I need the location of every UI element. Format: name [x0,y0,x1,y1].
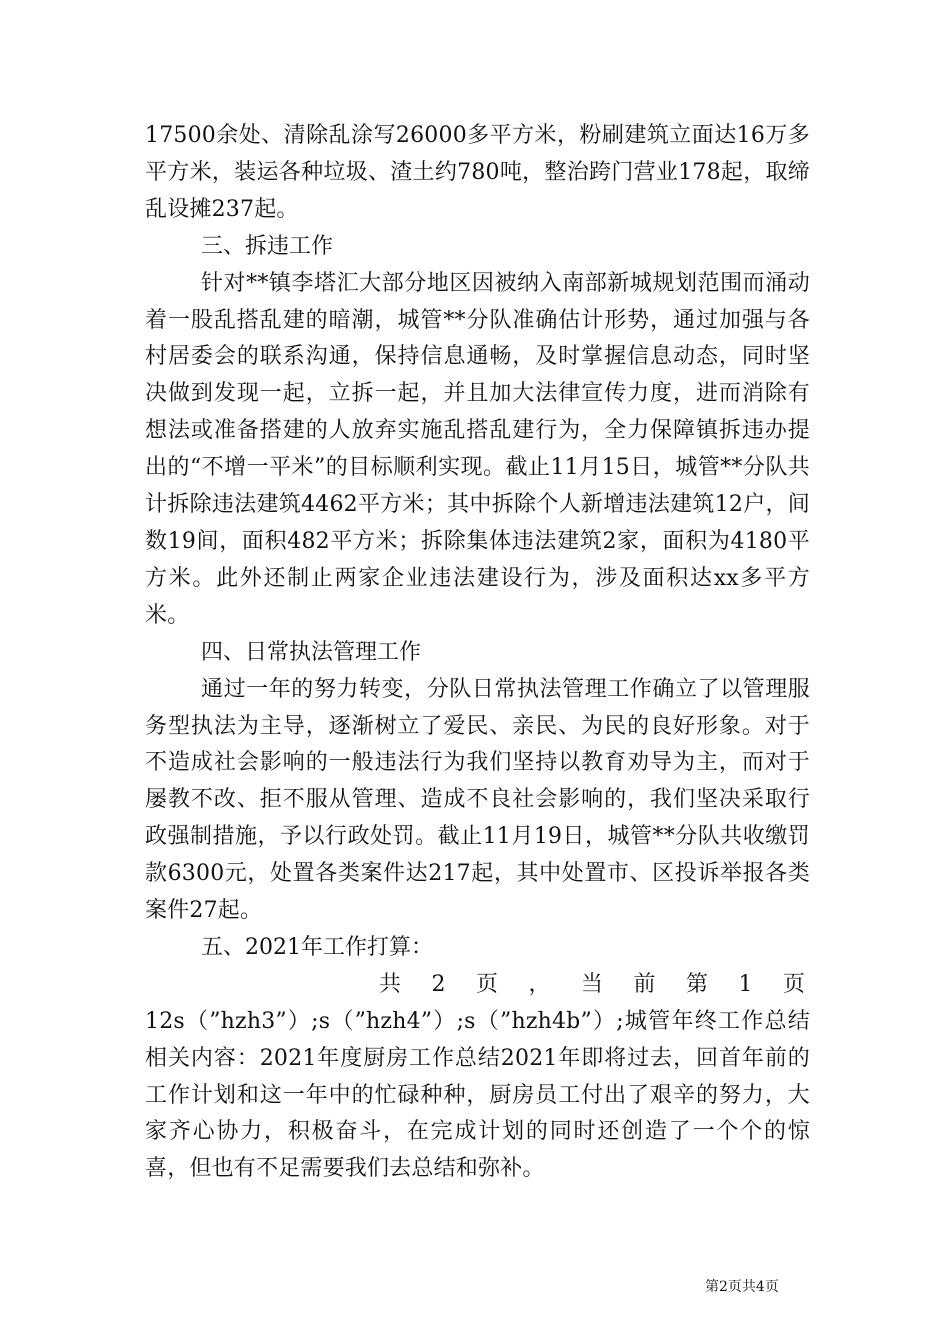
inline-page-indicator [145,967,810,1004]
paragraph-closing: 12s（”hzh3”）;s（”hzh4”）;s（”hzh4b”）;城管年终工作总结相关内容：2021年度厨房工作总结2021年即将过去，回首年前的工作计划和这一年中的忙碌种种，厨房员工付出了艰辛的努力，大家齐心协力，积极奋斗，在完成计划的同时还创造了一个个的惊喜，但也有不足需要我们去总结和弥补。 [145,1008,810,1182]
page-indicator-char: 当 [580,971,603,997]
section-heading-plan: 五、2021年工作打算： [201,934,433,960]
page-indicator-char: ， [528,971,551,997]
page-indicator-char: 共 [379,971,402,997]
page-indicator-char: 第 [685,971,708,997]
page-indicator-char: 1 [738,971,753,997]
paragraph-cleanup-stats: 17500余处、清除乱涂写26000多平方米，粉刷建筑立面达16万多平方米，装运各种垃圾、渣土约780吨，整治跨门营业178起，取缔乱设摊237起。 [145,123,810,222]
document-body [145,118,810,1188]
page-indicator-char: 2 [431,971,446,997]
page-footer: 第2页共4页 [705,1279,779,1295]
page-indicator-char: 前 [633,971,656,997]
section-heading-enforcement: 四、日常执法管理工作 [201,639,422,665]
page-indicator-char: 页 [782,971,805,997]
page-indicator-char: 页 [475,971,498,997]
paragraph-demolition: 针对**镇李塔汇大部分地区因被纳入南部新城规划范围而涌动着一股乱搭乱建的暗潮，城管**分队准确估计形势，通过加强与各村居委会的联系沟通，保持信息通畅，及时掌握信息动态，同时坚决做到发现一起，立拆一起，并且加大法律宣传力度，进而消除有想法或准备搭建的人放弃实施乱搭乱建行为，全力保障镇拆违办提出的“不增一平米”的目标顺利实现。截止11月15日，城管**分队共计拆除违法建筑4462平方米；其中拆除个人新增违法建筑12户，间数19间，面积482平方米；拆除集体违法建筑2家，面积为4180平方米。此外还制止两家企业违法建设行为，涉及面积达xx多平方米。 [145,270,810,628]
paragraph-enforcement: 通过一年的努力转变，分队日常执法管理工作确立了以管理服务型执法为主导，逐渐树立了爱民、亲民、为民的良好形象。对于不造成社会影响的一般违法行为我们坚持以教育劝导为主，而对于屡教不改、拒不服从管理、造成不良社会影响的，我们坚决采取行政强制措施，予以行政处罚。截止11月19日，城管**分队共收缴罚款6300元，处置各类案件达217起，其中处置市、区投诉举报各类案件27起。 [145,676,810,924]
section-heading-demolition: 三、拆违工作 [201,233,334,259]
